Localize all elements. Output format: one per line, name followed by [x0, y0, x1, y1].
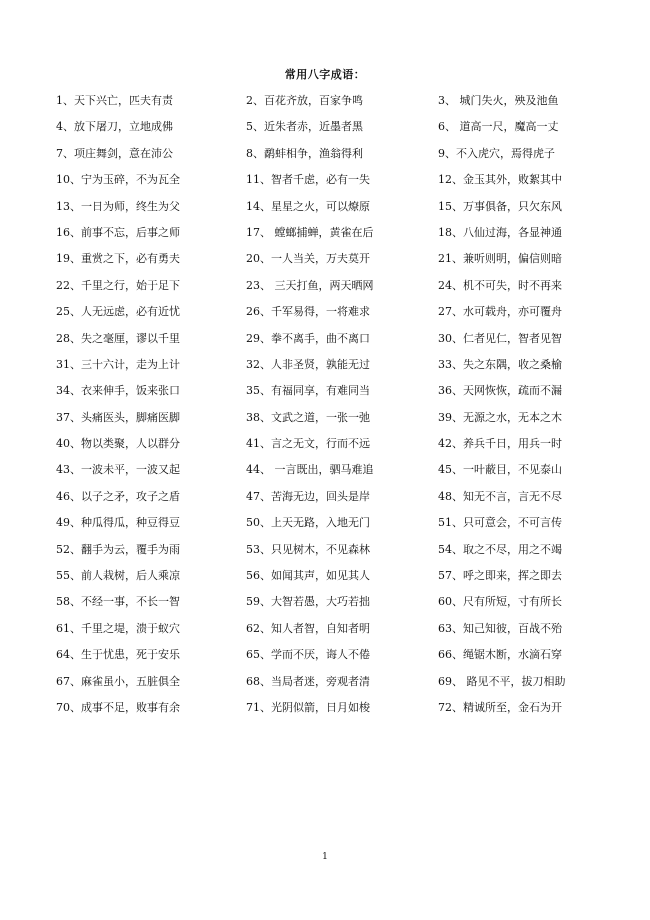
- idiom-item: 39、无源之水，无本之木: [438, 410, 562, 424]
- idiom-item: 8、鹬蚌相争，渔翁得利: [246, 146, 363, 160]
- idiom-item: 55、前人栽树，后人乘凉: [56, 569, 180, 583]
- idiom-item: 22、千里之行，始于足下: [56, 278, 180, 292]
- idiom-item: 2、百花齐放，百家争鸣: [246, 94, 363, 107]
- idiom-item: 69、 路见不平，拔刀相助: [438, 674, 566, 688]
- idiom-item: 61、千里之堤，溃于蚁穴: [56, 621, 180, 635]
- idiom-item: 41、言之无文，行而不远: [246, 437, 370, 451]
- idiom-item: 67、麻雀虽小，五脏俱全: [56, 674, 180, 688]
- idiom-item: 40、物以类聚，人以群分: [56, 437, 180, 451]
- idiom-item: 16、前事不忘，后事之师: [56, 225, 180, 239]
- idiom-item: 58、不经一事，不长一智: [56, 595, 180, 609]
- idiom-item: 70、成事不足，败事有余: [56, 700, 180, 714]
- idiom-item: 23、 三天打鱼，两天晒网: [246, 278, 374, 292]
- idiom-item: 11、智者千虑，必有一失: [246, 173, 370, 187]
- idiom-item: 20、一人当关，万夫莫开: [246, 252, 370, 266]
- idiom-item: 60、尺有所短，寸有所长: [438, 595, 562, 609]
- idiom-item: 72、精诚所至，金石为开: [438, 700, 562, 714]
- idiom-item: 59、大智若愚，大巧若拙: [246, 595, 370, 609]
- idiom-item: 18、八仙过海，各显神通: [438, 225, 562, 239]
- idiom-item: 9、不入虎穴，焉得虎子: [438, 146, 555, 160]
- page-number: 1: [322, 852, 328, 862]
- idiom-item: 57、呼之即来，挥之即去: [438, 569, 562, 583]
- idiom-list: [56, 88, 616, 721]
- idiom-item: 32、人非圣贤，孰能无过: [246, 357, 370, 371]
- idiom-item: 4、放下屠刀，立地成佛: [56, 120, 173, 134]
- idiom-item: 34、衣来伸手，饭来张口: [56, 384, 180, 398]
- idiom-item: 43、一波未平，一波又起: [56, 463, 180, 477]
- idiom-item: 35、有福同享，有难同当: [246, 384, 370, 398]
- idiom-item: 42、养兵千日，用兵一时: [438, 437, 562, 451]
- idiom-item: 37、头痛医头，脚痛医脚: [56, 410, 180, 424]
- idiom-item: 52、翻手为云，覆手为雨: [56, 542, 180, 556]
- idiom-item: 15、万事俱备，只欠东风: [438, 199, 562, 213]
- idiom-item: 21、兼听则明，偏信则暗: [438, 252, 562, 266]
- idiom-item: 63、知己知彼，百战不殆: [438, 621, 562, 635]
- idiom-item: 65、学而不厌，诲人不倦: [246, 648, 370, 662]
- idiom-item: 25、人无远虑，必有近忧: [56, 305, 180, 319]
- idiom-item: 1、天下兴亡，匹夫有责: [56, 94, 173, 107]
- idiom-item: 54、取之不尽，用之不竭: [438, 542, 562, 556]
- idiom-item: 50、上天无路，入地无门: [246, 516, 370, 530]
- idiom-item: 45、一叶蔽目，不见泰山: [438, 463, 562, 477]
- idiom-item: 3、 城门失火，殃及池鱼: [438, 94, 559, 107]
- idiom-item: 17、 螳螂捕蝉，黄雀在后: [246, 225, 374, 239]
- idiom-item: 19、重赏之下，必有勇夫: [56, 252, 180, 266]
- idiom-item: 26、千军易得，一将难求: [246, 305, 370, 319]
- idiom-item: 56、如闻其声，如见其人: [246, 569, 370, 583]
- idiom-item: 64、生于忧患，死于安乐: [56, 648, 180, 662]
- idiom-item: 71、光阴似箭，日月如梭: [246, 700, 370, 714]
- idiom-item: 28、失之毫厘，谬以千里: [56, 331, 180, 345]
- idiom-item: 29、拳不离手，曲不离口: [246, 331, 370, 345]
- idiom-item: 38、文武之道，一张一弛: [246, 410, 370, 424]
- page-title: 常用八字成语：: [284, 68, 366, 81]
- idiom-item: 47、苦海无边，回头是岸: [246, 489, 370, 503]
- idiom-item: 6、 道高一尺，魔高一丈: [438, 120, 559, 134]
- idiom-item: 14、星星之火，可以燎原: [246, 199, 370, 213]
- idiom-item: 33、失之东隅，收之桑榆: [438, 357, 562, 371]
- idiom-item: 46、以子之矛，攻子之盾: [56, 489, 180, 503]
- idiom-item: 68、当局者迷，旁观者清: [246, 674, 370, 688]
- idiom-item: 5、近朱者赤，近墨者黑: [246, 120, 363, 134]
- idiom-item: 44、 一言既出，驷马难追: [246, 463, 374, 477]
- idiom-item: 27、水可载舟，亦可覆舟: [438, 305, 562, 319]
- idiom-item: 62、知人者智，自知者明: [246, 621, 370, 635]
- idiom-item: 53、只见树木，不见森林: [246, 542, 370, 556]
- idiom-item: 49、种瓜得瓜，种豆得豆: [56, 516, 180, 530]
- idiom-item: 12、金玉其外，败絮其中: [438, 173, 562, 187]
- idiom-item: 30、仁者见仁，智者见智: [438, 331, 562, 345]
- idiom-item: 13、一日为师，终生为父: [56, 199, 180, 213]
- idiom-item: 24、机不可失，时不再来: [438, 278, 562, 292]
- idiom-item: 31、三十六计，走为上计: [56, 357, 180, 371]
- idiom-item: 48、知无不言，言无不尽: [438, 489, 562, 503]
- idiom-item: 36、天网恢恢，疏而不漏: [438, 384, 562, 398]
- idiom-item: 7、项庄舞剑，意在沛公: [56, 146, 173, 160]
- idiom-item: 10、宁为玉碎，不为瓦全: [56, 173, 180, 187]
- idiom-item: 66、绳锯木断，水滴石穿: [438, 648, 562, 662]
- idiom-item: 51、只可意会，不可言传: [438, 516, 562, 530]
